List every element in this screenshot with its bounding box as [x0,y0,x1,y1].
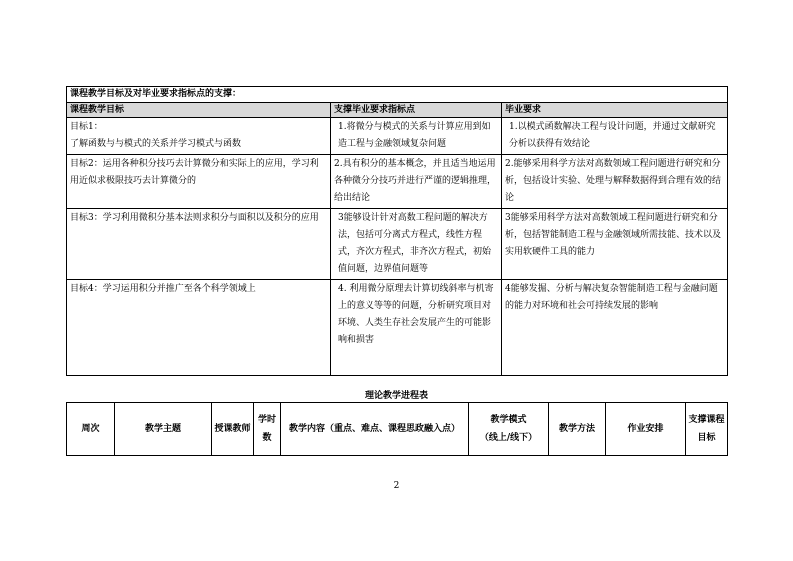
header-teacher: 授课教师 [212,403,254,456]
page-number: 2 [393,481,400,491]
schedule-title: 理论教学进程表 [364,391,428,401]
header-method: 教学方法 [549,403,606,456]
header-homework: 作业安排 [606,403,686,456]
objective-row [67,155,728,209]
header-objective: 课程教学目标 [67,103,331,118]
objectives-caption-row [67,87,728,103]
header-content: 教学内容（重点、难点、课程思政融入点） [281,403,469,456]
indicator-cell: 4. 利用微分原理去计算切线斜率与机寄上的意义等等的问题，分析研究项目对环境、人类生存社会发展产生的可能影响和损害 [331,280,502,376]
header-requirement: 毕业要求 [502,103,728,118]
indicator-cell: 2.具有积分的基本概念，并且适当地运用各种微分分技巧并进行严谨的逻辑推理，给出结论 [331,155,502,209]
header-target: 支撑课程目标 [686,403,728,456]
objective-row [67,209,728,280]
objective-cell: 目标3：学习利用微积分基本法则求积分与面积以及积分的应用 [67,209,331,280]
schedule-header-row [67,403,728,456]
objective-cell: 目标4：学习运用积分并推广至各个科学领域上 [67,280,331,376]
objective-row [67,280,728,376]
objectives-table [66,86,728,376]
objectives-caption: 课程教学目标及对毕业要求指标点的支撑： [67,87,728,103]
indicator-cell: 1.将微分与模式的关系与计算应用到如造工程与金融领域复杂问题 [331,118,502,155]
requirement-cell: 1.以模式函数解决工程与设计问题，并通过文献研究分析以获得有效结论 [502,118,728,155]
header-hours: 学时数 [254,403,281,456]
objective-row [67,118,728,155]
header-indicator: 支撑毕业要求指标点 [331,103,502,118]
objective-cell: 目标2：运用各种积分技巧去计算微分和实际上的应用，学习利用近似求极限技巧去计算微分的 [67,155,331,209]
objectives-header-row [67,103,728,118]
header-mode: 教学模式 （线上/线下） [469,403,549,456]
schedule-table [66,402,728,456]
header-topic: 教学主题 [115,403,212,456]
requirement-cell: 3能够采用科学方法对高数领域工程问题进行研究和分析，包括智能制造工程与金融领域所需技能、技术以及实用软硬件工具的能力 [502,209,728,280]
requirement-cell: 4能够发掘、分析与解决复杂智能制造工程与金融问题的能力对环境和社会可持续发展的影响 [502,280,728,376]
objective-cell: 目标1： 了解函数与与模式的关系并学习模式与函数 [67,118,331,155]
indicator-cell: 3能够设计针对高数工程问题的解决方法，包括可分离式方程式，线性方程式，齐次方程式，非齐次方程式，初始值问题，边界值问题等 [331,209,502,280]
requirement-cell: 2.能够采用科学方法对高数领域工程问题进行研究和分析，包括设计实验、处理与解释数据得到合理有效的结论 [502,155,728,209]
header-week: 周次 [67,403,115,456]
